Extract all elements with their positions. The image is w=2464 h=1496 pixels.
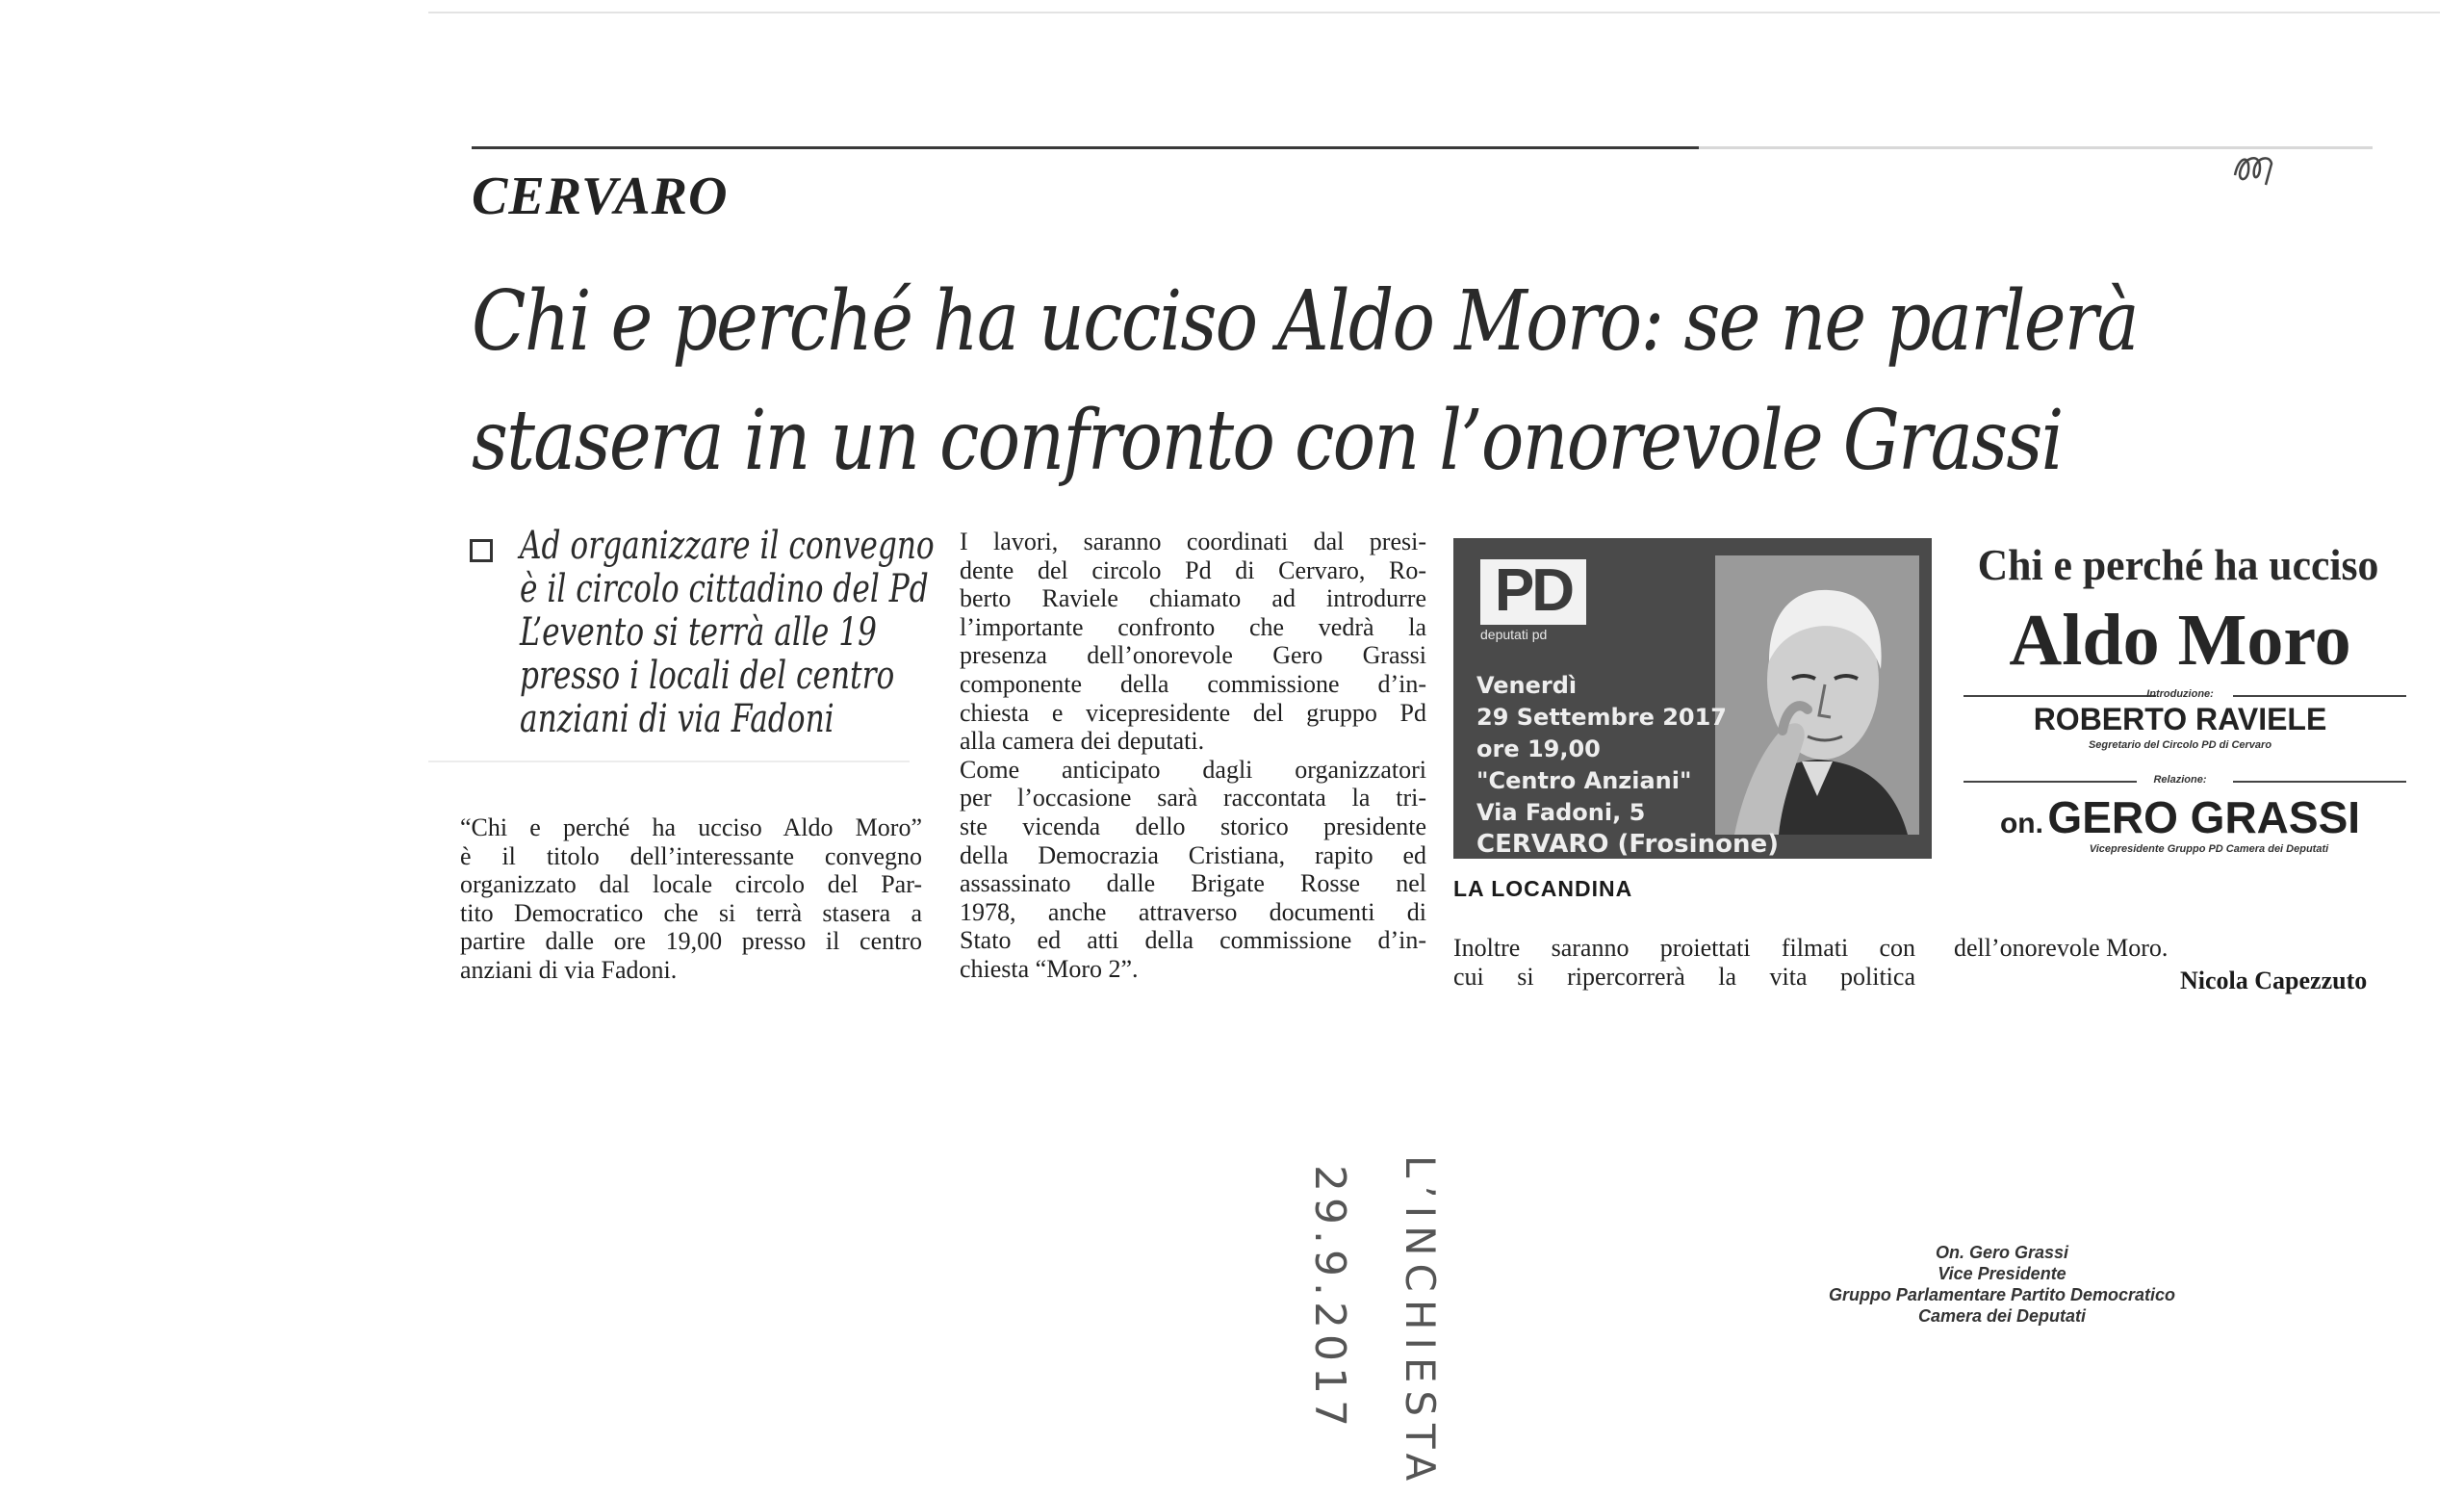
pd-logo: PD [1480,559,1586,625]
flyer-speaker-prefix: on. [1999,808,2043,839]
body-line: Come anticipato dagli organizzatori [960,755,1426,784]
poster-time: ore 19,00 [1476,735,1601,762]
poster-caption: LA LOCANDINA [1453,876,1633,901]
flyer-title-line-2: Aldo Moro [2009,600,2351,681]
stamp-line: Camera dei Deputati [1917,1306,2087,1326]
body-line: l’importante confronto che vedrà la [960,612,1426,641]
summary-line: L’evento si terrà alle 19 [520,610,877,655]
body-line: anziani di via Fadoni. [460,955,678,984]
poster-town: CERVARO (Frosinone) [1476,830,1779,859]
office-stamp [1790,1242,2214,1327]
article-column-4 [1954,934,2406,963]
handwritten-source: L’INCHIESTA [1397,1155,1444,1489]
body-line: Stato ed atti della commissione d’in- [960,926,1426,955]
headline-line-1: Chi e perché ha ucciso Aldo Moro: se ne parlerà [472,273,2138,370]
body-line: alla camera dei deputati. [960,727,1205,756]
body-line: assassinato dalle Brigate Rosse nel [960,869,1426,898]
poster-address: Via Fadoni, 5 [1476,799,1646,826]
body-line: partire dalle ore 19,00 presso il centro [460,927,922,956]
article-column-2 [960,528,1426,984]
body-line: organizzato dal locale circolo del Par- [460,870,922,899]
body-line: presenza dell’onorevole Gero Grassi [960,641,1426,670]
flyer-intro-label: Introduzione: [2146,688,2214,700]
event-poster [1453,538,1932,859]
body-line: Inoltre saranno proiettati filmati con [1453,934,1915,962]
body-line: 1978, anche attraverso documenti di [960,897,1426,926]
body-line: ste vicenda dello storico presidente [960,812,1426,840]
flyer-relazione-label: Relazione: [2153,774,2207,786]
author-byline: Nicola Capezzuto [2180,967,2368,994]
stamp-line: Gruppo Parlamentare Partito Democratico [1828,1285,2176,1304]
body-line: I lavori, saranno coordinati dal presi- [960,528,1426,555]
body-line: dell’onorevole Moro. [1954,934,2169,962]
section-label: CERVARO [472,167,729,226]
summary-line: è il circolo cittadino del Pd [520,567,929,611]
poster-event-details [1476,670,1779,859]
flyer-speaker-role: Vicepresidente Gruppo PD Camera dei Deputati [2089,843,2329,855]
flyer-speaker-name: GERO GRASSI [2047,792,2361,842]
summary-divider [428,761,910,762]
pd-logo-subtitle: deputati pd [1480,627,1548,642]
flyer-intro-role: Segretario del Circolo PD di Cervaro [2088,739,2272,751]
poster-day: Venerdì [1476,672,1578,699]
flyer-speaker [1954,791,2406,843]
flyer-intro-name: ROBERTO RAVIELE [2033,702,2327,736]
poster-date: 29 Settembre 2017 [1476,704,1727,731]
summary-line: anziani di via Fadoni [520,697,834,741]
headline-line-2: stasera in un confronto con l’onorevole Grassi [472,393,2063,489]
stamp-line: On. Gero Grassi [1935,1243,2069,1262]
article-column-3 [1453,934,1915,991]
headline [472,262,2417,501]
body-line: chiesta e vicepresidente del gruppo Pd [960,698,1426,727]
body-line: per l’occasione sarà raccontata la tri- [960,784,1426,812]
body-line: chiesta “Moro 2”. [960,954,1139,983]
poster-venue: "Centro Anziani" [1476,767,1692,794]
article-column-1 [460,813,922,985]
body-line: tito Democratico che si terrà stasera a [460,898,922,927]
bullet-square-icon [470,539,493,562]
summary-line: presso i locali del centro [520,654,895,698]
flyer-title-line-1: Chi e perché ha ucciso [1977,540,2379,589]
body-line: dente del circolo Pd di Cervaro, Ro- [960,555,1426,584]
body-line: componente della commissione d’in- [960,669,1426,698]
section-rule [472,146,1704,149]
handwritten-mark-icon [2231,146,2275,189]
stamp-line: Vice Presidente [1938,1264,2066,1283]
body-line: della Democrazia Cristiana, rapito ed [960,840,1426,869]
body-line: è il titolo dell’interessante convegno [460,841,922,870]
summary-box [520,524,935,741]
scan-top-edge [428,12,2440,13]
handwritten-date: 29.9.2017 [1305,1165,1354,1432]
body-line: berto Raviele chiamato ad introdurre [960,584,1426,613]
summary-line: Ad organizzare il convegno [520,524,935,568]
body-line: “Chi e perché ha ucciso Aldo Moro” [460,813,922,841]
body-line: cui si ripercorrerà la vita politica [1453,962,1915,991]
